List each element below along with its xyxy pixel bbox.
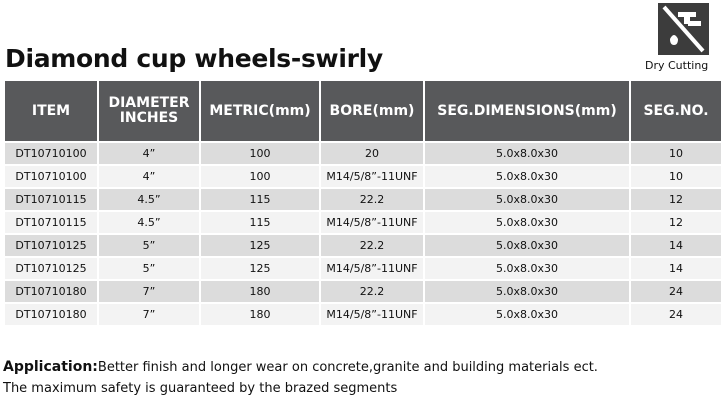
cell-seg-dimensions: 5.0x8.0x30 <box>425 143 629 164</box>
table-row <box>5 189 721 210</box>
specification-table <box>3 79 723 327</box>
cell-seg-dimensions: 5.0x8.0x30 <box>425 166 629 187</box>
table-header-row <box>5 81 721 141</box>
cell-metric: 125 <box>201 258 319 279</box>
cell-metric: 100 <box>201 143 319 164</box>
application-note <box>3 359 598 375</box>
table-row <box>5 304 721 325</box>
header-diameter-inches: DIAMETER INCHES <box>99 81 199 141</box>
cell-bore: M14/5/8”-11UNF <box>321 212 423 233</box>
safety-note: The maximum safety is guaranteed by the brazed segments <box>3 381 398 396</box>
table-row <box>5 235 721 256</box>
cropped-top-text <box>0 0 726 10</box>
cell-metric: 115 <box>201 212 319 233</box>
cell-bore: 22.2 <box>321 189 423 210</box>
cell-seg-dimensions: 5.0x8.0x30 <box>425 304 629 325</box>
cell-seg-dimensions: 5.0x8.0x30 <box>425 281 629 302</box>
table-row <box>5 143 721 164</box>
cell-item: DT10710115 <box>5 212 97 233</box>
header-seg-dimensions: SEG.DIMENSIONS(mm) <box>425 81 629 141</box>
cell-item: DT10710100 <box>5 166 97 187</box>
page-title: Diamond cup wheels-swirly <box>5 44 383 73</box>
cell-metric: 100 <box>201 166 319 187</box>
cell-seg-no: 24 <box>631 304 721 325</box>
cell-metric: 180 <box>201 281 319 302</box>
cell-seg-dimensions: 5.0x8.0x30 <box>425 212 629 233</box>
cell-diameter: 4.5” <box>99 212 199 233</box>
dry-cutting-label: Dry Cutting <box>645 59 709 72</box>
cell-item: DT10710100 <box>5 143 97 164</box>
header-item: ITEM <box>5 81 97 141</box>
cell-diameter: 4.5” <box>99 189 199 210</box>
cell-item: DT10710125 <box>5 235 97 256</box>
header-seg-no: SEG.NO. <box>631 81 721 141</box>
cell-metric: 115 <box>201 189 319 210</box>
cell-diameter: 5” <box>99 235 199 256</box>
cell-item: DT10710115 <box>5 189 97 210</box>
cell-seg-no: 24 <box>631 281 721 302</box>
cell-metric: 180 <box>201 304 319 325</box>
cell-item: DT10710180 <box>5 281 97 302</box>
cell-diameter: 5” <box>99 258 199 279</box>
cell-seg-no: 12 <box>631 212 721 233</box>
header-bore: BORE(mm) <box>321 81 423 141</box>
table-row <box>5 258 721 279</box>
cell-seg-no: 12 <box>631 189 721 210</box>
dry-cutting-icon <box>658 3 709 55</box>
cell-diameter: 7” <box>99 281 199 302</box>
cell-seg-dimensions: 5.0x8.0x30 <box>425 189 629 210</box>
cell-bore: M14/5/8”-11UNF <box>321 166 423 187</box>
cell-item: DT10710180 <box>5 304 97 325</box>
cell-seg-no: 14 <box>631 235 721 256</box>
cell-bore: 22.2 <box>321 281 423 302</box>
table-row <box>5 166 721 187</box>
cell-seg-no: 10 <box>631 166 721 187</box>
cell-seg-no: 10 <box>631 143 721 164</box>
cell-seg-dimensions: 5.0x8.0x30 <box>425 258 629 279</box>
cell-bore: M14/5/8”-11UNF <box>321 258 423 279</box>
cell-bore: 22.2 <box>321 235 423 256</box>
header-metric: METRIC(mm) <box>201 81 319 141</box>
application-label: Application: <box>3 359 98 375</box>
table-row <box>5 212 721 233</box>
cell-diameter: 7” <box>99 304 199 325</box>
cell-diameter: 4” <box>99 166 199 187</box>
cell-metric: 125 <box>201 235 319 256</box>
cell-seg-no: 14 <box>631 258 721 279</box>
cell-seg-dimensions: 5.0x8.0x30 <box>425 235 629 256</box>
cell-item: DT10710125 <box>5 258 97 279</box>
table-row <box>5 281 721 302</box>
cell-bore: M14/5/8”-11UNF <box>321 304 423 325</box>
cell-diameter: 4” <box>99 143 199 164</box>
cell-bore: 20 <box>321 143 423 164</box>
application-text: Better finish and longer wear on concrete,granite and building materials ect. <box>97 360 598 375</box>
